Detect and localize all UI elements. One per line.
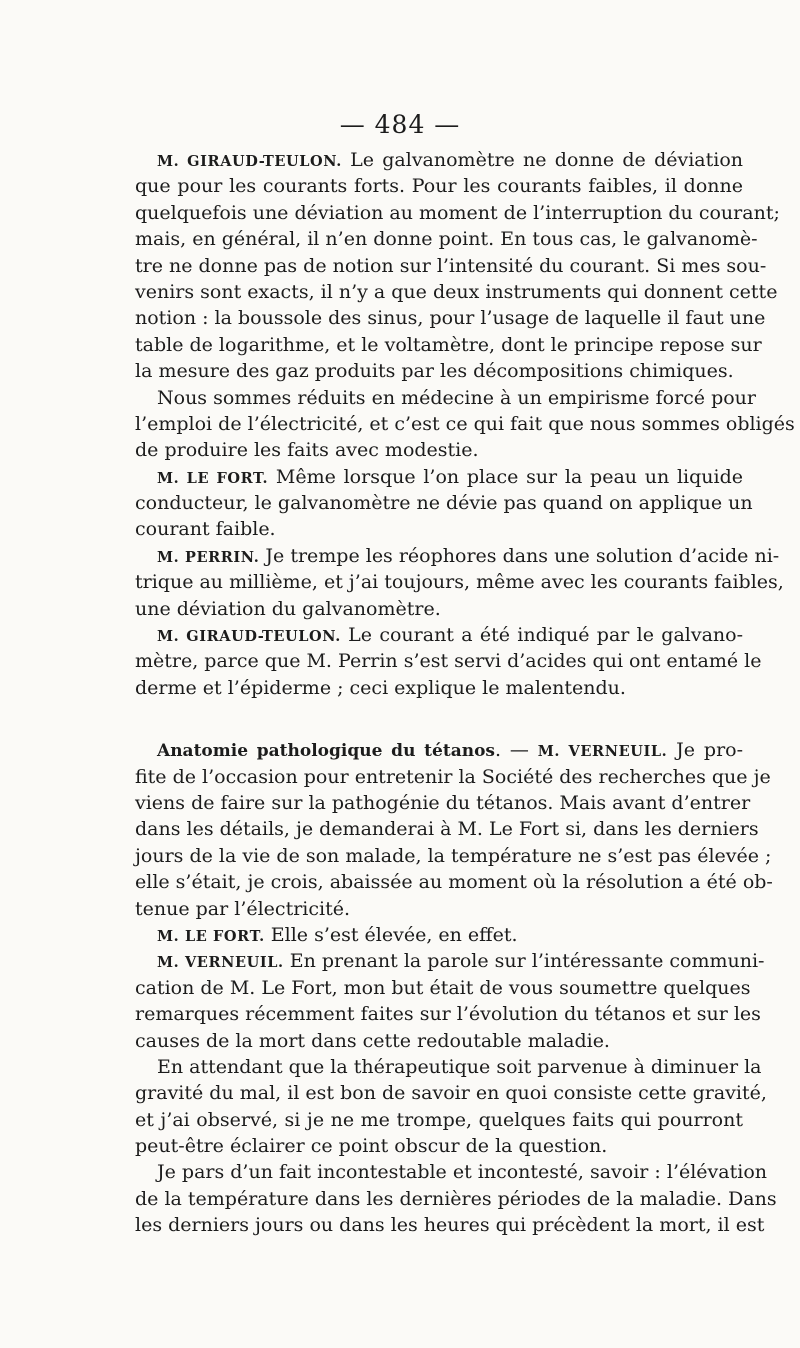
speaker-name: M. LE FORT.	[157, 927, 265, 945]
text-line: cation de M. Le Fort, mon but était de vous soumettre quelques	[135, 976, 751, 999]
paragraph-gap	[135, 701, 743, 737]
text-line: de la température dans les dernières périodes de la maladie. Dans	[135, 1187, 777, 1210]
section-heading: Anatomie pathologique du tétanos	[157, 741, 495, 762]
text-line: conducteur, le galvanomètre ne dévie pas quand on applique un	[135, 492, 753, 515]
text-line: M. PERRIN. Je trempe les réophores dans une solution d’acide ni-	[157, 544, 780, 567]
text-line: les derniers jours ou dans les heures qui précèdent la mort, il est	[135, 1214, 765, 1237]
text-line: la mesure des gaz produits par les décompositions chimiques.	[135, 360, 734, 383]
text-line: table de logarithme, et le voltamètre, dont le principe repose sur	[135, 333, 762, 356]
text-line: jours de la vie de son malade, la température ne s’est pas élevée ;	[135, 844, 772, 867]
text-line: Nous sommes réduits en médecine à un empirisme forcé pour	[157, 386, 756, 409]
speaker-name: M. PERRIN.	[157, 548, 260, 566]
text-line: mais, en général, il n’en donne point. En tous cas, le galvanomè-	[135, 228, 758, 251]
text-line: que pour les courants forts. Pour les courants faibles, il donne	[135, 175, 743, 198]
text-line: l’emploi de l’électricité, et c’est ce qui fait que nous sommes obligés	[135, 412, 795, 435]
text-line: viens de faire sur la pathogénie du tétanos. Mais avant d’entrer	[135, 791, 751, 814]
page-text	[135, 147, 795, 1239]
page-number: — 484 —	[339, 110, 461, 139]
text-line: remarques récemment faites sur l’évolution du tétanos et sur les	[135, 1003, 761, 1026]
text-line: En attendant que la thérapeutique soit parvenue à diminuer la	[157, 1055, 762, 1078]
text-line: fite de l’occasion pour entretenir la Société des recherches que je	[135, 765, 771, 788]
text-line: quelquefois une déviation au moment de l’interruption du courant;	[135, 201, 780, 224]
text-line: M. LE FORT. Même lorsque l’on place sur la peau un liquide	[157, 465, 744, 488]
speaker-name: M. VERNEUIL.	[537, 743, 668, 761]
text-line: gravité du mal, il est bon de savoir en quoi consiste cette gravité,	[135, 1082, 767, 1105]
text-line: Je pars d’un fait incontestable et incontesté, savoir : l’élévation	[157, 1161, 767, 1184]
text-line: tre ne donne pas de notion sur l’intensité du courant. Si mes sou-	[135, 254, 767, 277]
text-line: courant faible.	[135, 518, 276, 541]
text-line: M. GIRAUD-TEULON. Le galvanomètre ne donne de déviation	[157, 149, 744, 171]
text-line: M. LE FORT. Elle s’est élevée, en effet.	[157, 923, 518, 946]
text-line: M. VERNEUIL. En prenant la parole sur l’intéressante communi-	[157, 950, 765, 973]
speaker-name: M. VERNEUIL.	[157, 954, 284, 972]
text-line: causes de la mort dans cette redoutable maladie.	[135, 1029, 610, 1052]
text-line: elle s’était, je crois, abaissée au moment où la résolution a été ob-	[135, 871, 773, 894]
speaker-name: M. GIRAUD-TEULON.	[157, 628, 341, 646]
text-line: dans les détails, je demanderai à M. Le Fort si, dans les derniers	[135, 818, 759, 841]
text-line: peut-être éclairer ce point obscur de la question.	[135, 1135, 608, 1158]
text-line: tenue par l’électricité.	[135, 897, 351, 920]
text-line: venirs sont exacts, il n’y a que deux instruments qui donnent cette	[135, 280, 778, 303]
text-line: mètre, parce que M. Perrin s’est servi d’acides qui ont entamé le	[135, 650, 762, 673]
text-line: trique au millième, et j’ai toujours, même avec les courants faibles,	[135, 571, 784, 594]
speaker-name: M. GIRAUD-TEULON.	[157, 153, 342, 170]
speaker-name: M. LE FORT.	[157, 469, 269, 487]
text-line: derme et l’épiderme ; ceci explique le malentendu.	[135, 676, 626, 699]
text-line: de produire les faits avec modestie.	[135, 439, 479, 462]
text-line: une déviation du galvanomètre.	[135, 597, 441, 620]
text-line: M. GIRAUD-TEULON. Le courant a été indiqué par le galvano-	[157, 624, 744, 647]
text-line: notion : la boussole des sinus, pour l’usage de laquelle il faut une	[135, 307, 766, 330]
text-line: Anatomie pathologique du tétanos. — M. VERNEUIL. Je pro-	[157, 739, 744, 762]
text-line: et j’ai observé, si je ne me trompe, quelques faits qui pourront	[135, 1108, 743, 1131]
